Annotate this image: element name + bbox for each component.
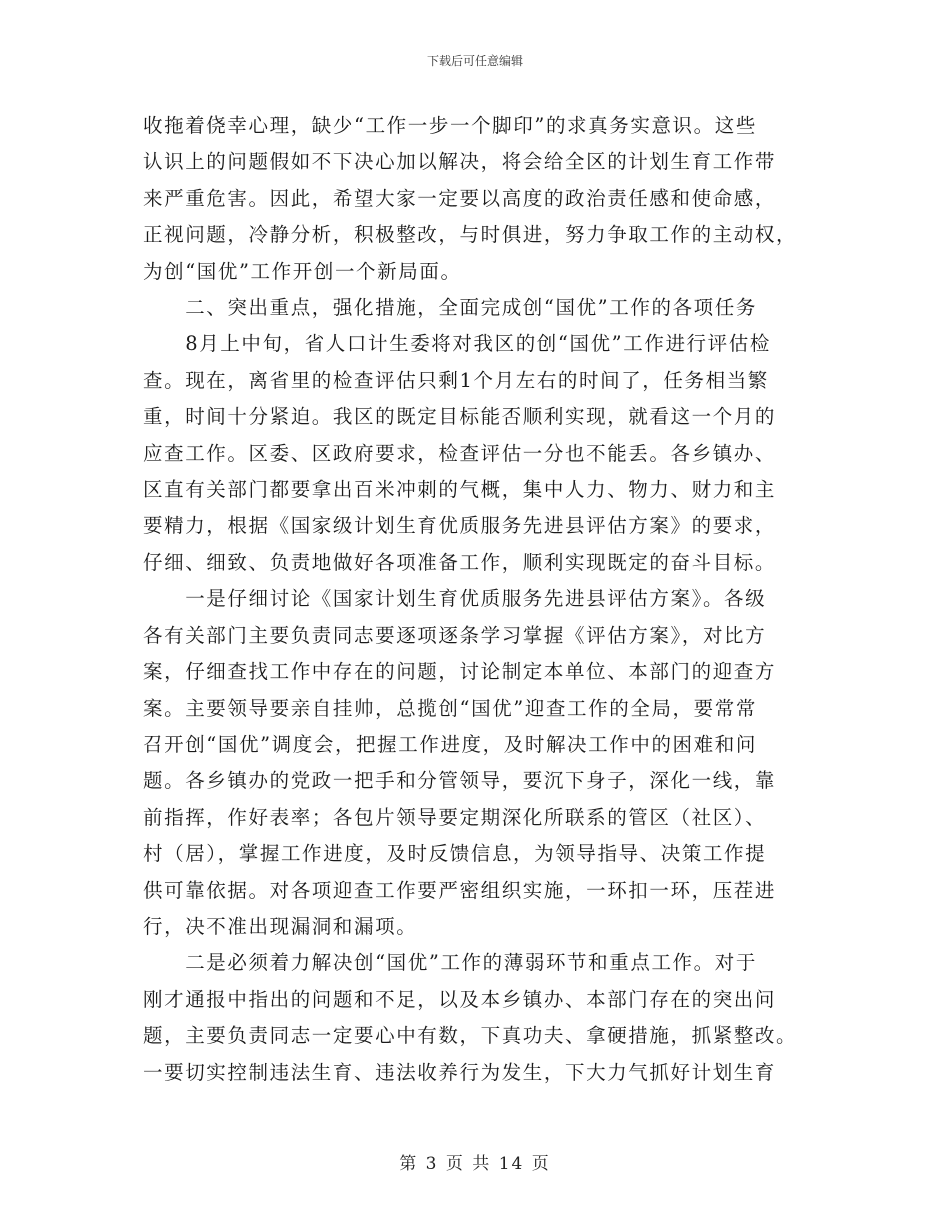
section-heading-2: 二、突出重点，强化措施，全面完成创“国优”工作的各项任务 (143, 296, 757, 320)
paragraph-5: 二是必须着力解决创“国优”工作的薄弱环节和重点工作。对于 刚才通报中指出的问题和不足，以及本乡镇办、本部门存在的突出问 题，主要负责同志一定要心中有数，下真功夫、拿硬措施，抓紧整改。 一要切实控制违法生育、违法收养行为发生，下大力气抓好计划生育 (143, 951, 798, 1084)
page-number-footer: 第 3 页 共 14 页 (399, 1154, 551, 1174)
document-body (143, 108, 803, 1091)
paragraph-1: 收拖着侥幸心理，缺少“工作一步一个脚印”的求真务实意识。这些 认识上的问题假如不下决心加以解决，将会给全区的计划生育工作带 来严重危害。因此，希望大家一定要以高度的政治责任感和使命感， 正视问题，冷静分析，积极整改，与时俱进，努力争取工作的主动权， 为创“国优”工作开创一个新局面。 (143, 114, 798, 283)
paragraph-3: 8月上中旬，省人口计生委将对我区的创“国优”工作进行评估检 查。现在，离省里的检查评估只剩1个月左右的时间了，任务相当繁 重，时间十分紧迫。我区的既定目标能否顺利实现，就看这一个月的 应查工作。区委、区政府要求，检查评估一分也不能丢。各乡镇办、 区直有关部门都要拿出百米冲刺的气概，集中人力、物力、财力和主 要精力，根据《国家级计划生育优质服务先进县评估方案》的要求， 仔细、细致、负责地做好各项准备工作，顺利实现既定的奋斗目标。 (143, 332, 777, 574)
page-header-note: 下载后可任意编辑 (426, 54, 523, 68)
paragraph-4: 一是仔细讨论《国家计划生育优质服务先进县评估方案》。各级 各有关部门主要负责同志要逐项逐条学习掌握《评估方案》，对比方 案，仔细查找工作中存在的问题，讨论制定本单位、本部门的迎查方 案。主要领导要亲自挂帅，总揽创“国优”迎查工作的全局，要常常 召开创“国优”调度会，把握工作进度，及时解决工作中的困难和问 题。各乡镇办的党政一把手和分管领导，要沉下身子，深化一线，靠 前指挥，作好表率；各包片领导要定期深化所联系的管区（社区）、 村（居），掌握工作进度，及时反馈信息，为领导指导、决策工作提 供可靠依据。对各项迎查工作要严密组织实施，一环扣一环，压茬进 行，决不准出现漏洞和漏项。 (143, 587, 777, 938)
